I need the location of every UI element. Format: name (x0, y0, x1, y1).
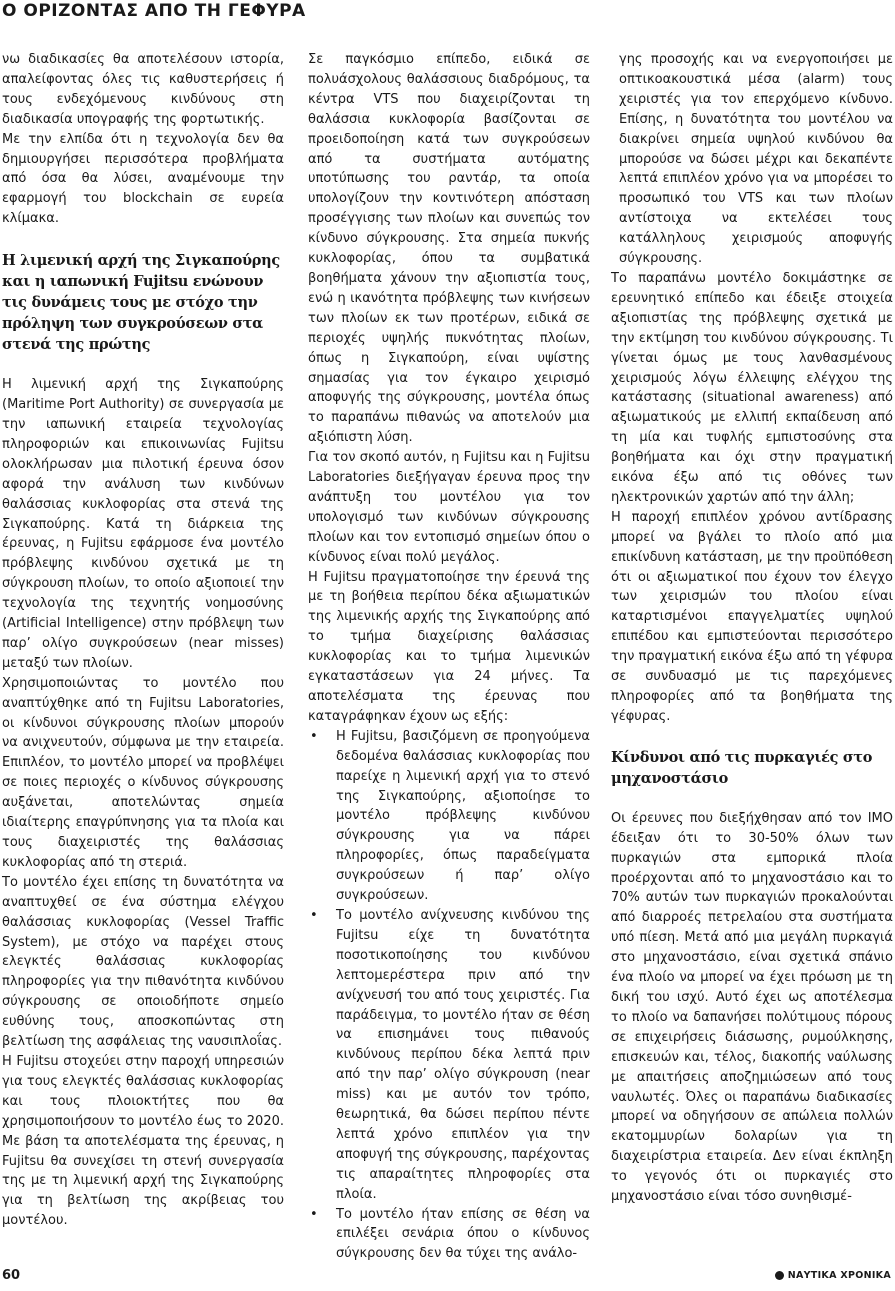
section-heading: Η λιμενική αρχή της Σιγκαπούρης και η ιαπωνική Fujitsu ενώνουν τις δυνάμεις τους με στόχο την πρόληψη των συγκρούσεων στα στενά της πρώτης (2, 252, 280, 354)
column-2 (308, 50, 590, 1264)
section-heading: Κίνδυνοι από τις πυρκαγιές στο μηχανοστάσιο (611, 748, 873, 787)
column-3 (611, 50, 893, 1207)
paragraph: Η Fujitsu πραγματοποίησε την έρευνά της με τη βοήθεια περίπου δέκα αξιωματικών της λιμενικής αρχής της Σιγκαπούρης από το τμήμα διαχείρισης θαλάσσιας κυκλοφορίας και το τμήμα λιμενικών εγκαταστάσεων για 24 μήνες. Τα αποτελέσματα της έρευνας που καταγράφηκαν έχουν ως εξής: (308, 569, 590, 724)
paragraph: Σε παγκόσμιο επίπεδο, ειδικά σε πολυάσχολους θαλάσσιους διαδρόμους, τα κέντρα VTS που διαχειρίζονται τη θαλάσσια κυκλοφορία βασίζονται σε προειδοποίηση κατά των συγκρούσεων από τα συστήματα αυτόματης υποτύπωσης του ραντάρ, τα οποία υπολογίζουν την κοντινότερη απόσταση προσέγγισης των πλοίων και συνεπώς τον κίνδυνο σύγκρουσης. Στα σημεία πυκνής κυκλοφορίας, όπου τα συμβατικά βοηθήματα χάνουν την αξιοπιστία τους, ενώ η ικανότητα πρόβλεψης των κινήσεων των πλοίων εκ των προτέρων, ειδικά σε περιοχές υψηλής πυκνότητας πλοίων, όπως η Σιγκαπούρη, είναι υψίστης σημασίας για τον έγκαιρο χειρισμό αποφυγής της σύγκρουσης, μοντέλα όπως το παραπάνω πιθανώς να αποτελούν μια αξιόπιστη λύση. (308, 52, 590, 446)
paragraph: Η παροχή επιπλέον χρόνου αντίδρασης μπορεί να βγάλει το πλοίο από μια επικίνδυνη κατάσταση, με την προϋπόθεση ότι οι αξιωματικοί που έχουν τον έλεγχο των χειρισμών του πλοίου είναι καταρτισμένοι επαγγελματίες υψηλού επιπέδου και εμπιστεύονται περισσότερο την πραγματική εικόνα έξω από τη γέφυρα σε συνδυασμό με τις παρεχόμενες πληροφορίες από τα βοηθήματα της γέφυρας. (611, 509, 893, 724)
paragraph: γης προσοχής και να ενεργοποιήσει με οπτικοακουστικά μέσα (alarm) τους χειριστές για τον επερχόμενο κίνδυνο. Επίσης, η δυνατότητα του μοντέλου να διακρίνει σημεία υψηλού κινδύνου θα μπορούσε να δώσει μέχρι και δεκαπέντε λεπτά επιπλέον χρόνο για να μπορέσει το προσωπικό του VTS και των πλοίων αντίστοιχα να εκτελέσει τους κατάλληλους χειρισμούς αποφυγής σύγκρουσης. (619, 52, 893, 267)
footer-brand (775, 1270, 891, 1281)
paragraph: Με την ελπίδα ότι η τεχνολογία δεν θα δημιουργήσει περισσότερα προβλήματα από όσα θα λύσει, αναμένουμε την εφαρμογή του blockchain σε ευρεία κλίμακα. (2, 131, 284, 227)
list-item (308, 727, 590, 906)
list-item-text: Η Fujitsu, βασιζόμενη σε προηγούμενα δεδομένα θαλάσσιας κυκλοφορίας που παρείχε η λιμενική αρχή για το στενό της Σιγκαπούρης, αξιοποίησε το μοντέλο πρόβλεψης κινδύνου σύγκρουσης για να πάρει πληροφορίες, όπως παραδείγματα συγκρούσεων ή παρ’ ολίγο συγκρούσεων. (336, 728, 590, 904)
page-number: 60 (2, 1268, 21, 1283)
section-header: Ο ΟΡΙΖΟΝΤΑΣ ΑΠΟ ΤΗ ΓΕΦΥΡΑ (2, 1, 306, 21)
bullet-marker: • (310, 728, 318, 744)
brand-logo-icon (775, 1271, 784, 1280)
paragraph: Η λιμενική αρχή της Σιγκαπούρης (Maritime Port Authority) σε συνεργασία με την ιαπωνική εταιρεία τεχνολογίας πληροφοριών και επικοινωνίας Fujitsu ολοκλήρωσαν μια πιλοτική έρευνα όσον αφορά την ανάλυση των κινδύνων θαλάσσιας κυκλοφορίας στα στενά της Σιγκαπούρης. Κατά τη διάρκεια της έρευνας, η Fujitsu εφάρμοσε ένα μοντέλο πρόβλεψης κινδύνου σχετικά με τη σύγκρουση πλοίων, το οποίο αξιοποιεί την τεχνολογία της τεχνητής νοημοσύνης (Artificial Intelligence) στην πρόβλεψη των παρ’ ολίγο συγκρούσεων (near misses) μεταξύ των πλοίων. (2, 377, 284, 671)
bullet-list (308, 727, 590, 1264)
paragraph: Χρησιμοποιώντας το μοντέλο που αναπτύχθηκε από τη Fujitsu Laboratories, οι κίνδυνοι σύγκρουσης πλοίων μπορούν να ανιχνευτούν, σύμφωνα με την εταιρεία. Επιπλέον, το μοντέλο μπορεί να προβλέψει σε ποιες περιοχές ο κίνδυνος σύγκρουσης αυξάνεται, αποτελώντας σημεία ιδιαίτερης επαγρύπνησης για τα πλοία και τους διαχειριστές της θαλάσσιας κυκλοφορίας από τη στεριά. (2, 675, 284, 870)
paragraph: νω διαδικασίες θα αποτελέσουν ιστορία, απαλείφοντας όλες τις καθυστερήσεις ή τους ενδεχόμενους κινδύνους στη διαδικασία υπογραφής της φορτωτικής. (2, 52, 284, 127)
list-item-text: Το μοντέλο ήταν επίσης σε θέση να επιλέξει σενάρια όπου ο κίνδυνος σύγκρουσης δεν θα τύχει της ανάλο- (336, 1206, 590, 1262)
column-1 (2, 50, 284, 1231)
list-item (308, 906, 590, 1205)
list-item-text: Το μοντέλο ανίχνευσης κινδύνου της Fujitsu είχε τη δυνατότητα ποσοτικοποίησης του κινδύνου λεπτομερέστερα πριν από την ανίχνευσή του από τους χειριστές. Για παράδειγμα, το μοντέλο ήταν σε θέση να επισημάνει τους πιθανούς κινδύνους περίπου δέκα λεπτά πριν από την παρ’ ολίγο σύγκρουση (near miss) και με αυτόν τον τρόπο, θεωρητικά, θα δώσει περίπου πέντε λεπτά χρόνο επιπλέον για την αποφυγή της σύγκρουσης, παρέχοντας τις απαραίτητες πληροφορίες στα πλοία. (336, 907, 590, 1202)
bullet-marker: • (310, 1206, 318, 1222)
paragraph: Το μοντέλο έχει επίσης τη δυνατότητα να αναπτυχθεί σε ένα σύστημα ελέγχου θαλάσσιας κυκλοφορίας (Vessel Traffic System), με στόχο να παρέχει στους ελεγκτές θαλάσσιας κυκλοφορίας πληροφορίες για την πιθανότητα κινδύνου σύγκρουσης σε οποιοδήποτε σημείο ευθύνης τους, αποσκοπώντας στη βελτίωση της ασφάλειας της ναυσιπλοΐας. (2, 874, 284, 1050)
paragraph: Η Fujitsu στοχεύει στην παροχή υπηρεσιών για τους ελεγκτές θαλάσσιας κυκλοφορίας και τους πλοιοκτήτες που θα χρησιμοποιήσουν το μοντέλο έως το 2020. Με βάση τα αποτελέσματα της έρευνας, η Fujitsu θα συνεχίσει τη στενή συνεργασία της με τη λιμενική αρχή της Σιγκαπούρης για τη βελτίωση της ακρίβειας του μοντέλου. (2, 1053, 284, 1229)
brand-name: ΝΑΥΤΙΚΑ ΧΡΟΝΙΚΑ (787, 1270, 891, 1281)
list-item (308, 1205, 590, 1265)
paragraph: Για τον σκοπό αυτόν, η Fujitsu και η Fujitsu Laboratories διεξήγαγαν έρευνα προς την ανάπτυξη του μοντέλου για τον υπολογισμό των κινδύνων σύγκρουσης πλοίων και τον εντοπισμό σημείων όπου ο κίνδυνος είναι πολύ μεγάλος. (308, 450, 590, 565)
bullet-marker: • (310, 907, 318, 923)
paragraph: Οι έρευνες που διεξήχθησαν από τον IMO έδειξαν ότι το 30-50% όλων των πυρκαγιών στα εμπορικά πλοία προέρχονται από το μηχανοστάσιο και το 70% αυτών των πυρκαγιών προκαλούνται από διαρροές πετρελαίου στα συστήματα υπό πίεση. Μετά από μια μεγάλη πυρκαγιά στο μηχανοστάσιο, είναι σχετικά σπάνιο ένα πλοίο να μπορεί να έχει πρόωση με τη δική του ισχύ. Αυτό έχει ως αποτέλεσμα το πλοίο να δαπανήσει πολύτιμους πόρους σε επιχειρήσεις διάσωσης, ρυμούλκησης, επισκευών και, τέλος, διακοπής ναύλωσης με απαιτήσεις αποζημιώσεων από τους ναυλωτές. Όλες οι παραπάνω διαδικασίες μπορεί να οδηγήσουν σε απώλεια πολλών εκατομμυρίων δολαρίων για τη διαχειρίστρια εταιρεία. Δεν είναι έκπληξη το γεγονός ότι οι πυρκαγιές στο μηχανοστάσιο είναι τόσο συνηθισμέ- (611, 810, 893, 1205)
paragraph: Το παραπάνω μοντέλο δοκιμάστηκε σε ερευνητικό επίπεδο και έδειξε στοιχεία αξιοπιστίας της πρόβλεψης σχετικά με την εκτίμηση του κινδύνου σύγκρουσης. Τι γίνεται όμως με τους λανθασμένους χειρισμούς λόγω έλλειψης ελέγχου της κατάστασης (situational awareness) από αξιωματικούς με ελλιπή εκπαίδευση από τη μία και τυφλής εμπιστοσύνης στα βοηθήματα και όχι στην πραγματική εικόνα έξω από τις οθόνες των ηλεκτρονικών χαρτών από την άλλη; (611, 270, 893, 505)
